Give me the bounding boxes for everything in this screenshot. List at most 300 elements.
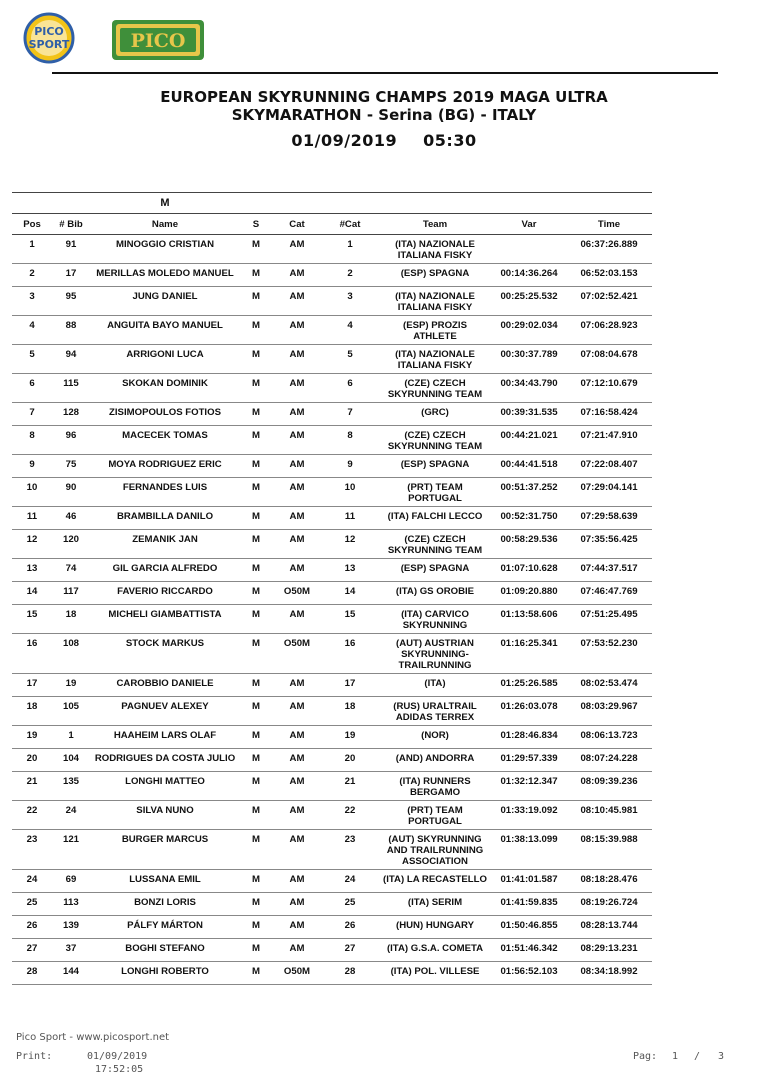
time-cell: 07:16:58.424 [566, 403, 652, 426]
sex-cell: M [240, 870, 272, 893]
team-line: (ITA) NAZIONALE [395, 349, 475, 360]
footer-print-label: Print: [16, 1051, 53, 1062]
bib-cell: 17 [52, 264, 90, 287]
table-row [12, 893, 652, 916]
team-line: (ITA) FALCHI LECCO [387, 511, 483, 522]
time-cell: 08:19:26.724 [566, 893, 652, 916]
sex-cell: M [240, 582, 272, 605]
var-cell: 01:41:01.587 [492, 870, 566, 893]
pico-logo [110, 16, 206, 64]
var-cell: 01:13:58.606 [492, 605, 566, 634]
name-cell: LONGHI MATTEO [90, 772, 240, 801]
team-line: (ITA) NAZIONALE [395, 291, 475, 302]
pos-cell: 25 [12, 893, 52, 916]
pos-cell: 20 [12, 749, 52, 772]
cat-rank-cell: 27 [322, 939, 378, 962]
cat-cell: O50M [272, 962, 322, 985]
cat-cell: AM [272, 403, 322, 426]
event-date: 01/09/2019 [291, 131, 398, 150]
cat-rank-cell: 14 [322, 582, 378, 605]
pos-cell: 18 [12, 697, 52, 726]
team-cell [378, 830, 492, 870]
team-line: (ITA) GS OROBIE [395, 586, 475, 597]
team-line: (AND) ANDORRA [395, 753, 475, 764]
pos-cell: 19 [12, 726, 52, 749]
name-cell: BOGHI STEFANO [90, 939, 240, 962]
cat-rank-cell: 19 [322, 726, 378, 749]
bib-cell: 128 [52, 403, 90, 426]
pos-cell: 28 [12, 962, 52, 985]
pos-cell: 17 [12, 674, 52, 697]
name-cell: MERILLAS MOLEDO MANUEL [90, 264, 240, 287]
cat-rank-cell: 2 [322, 264, 378, 287]
team-cell [378, 345, 492, 374]
team-cell [378, 962, 492, 985]
team-cell [378, 582, 492, 605]
time-cell: 08:07:24.228 [566, 749, 652, 772]
sex-cell: M [240, 772, 272, 801]
table-row [12, 559, 652, 582]
name-cell: GIL GARCIA ALFREDO [90, 559, 240, 582]
var-cell [492, 235, 566, 264]
table-row [12, 316, 652, 345]
time-cell: 07:35:56.425 [566, 530, 652, 559]
cat-rank-cell: 21 [322, 772, 378, 801]
time-cell: 08:18:28.476 [566, 870, 652, 893]
cat-cell: AM [272, 235, 322, 264]
time-cell: 07:22:08.407 [566, 455, 652, 478]
var-cell: 00:58:29.536 [492, 530, 566, 559]
pos-cell: 16 [12, 634, 52, 674]
team-cell [378, 870, 492, 893]
time-cell: 08:03:29.967 [566, 697, 652, 726]
col-cat: Cat [272, 214, 322, 235]
cat-rank-cell: 3 [322, 287, 378, 316]
results-table [12, 192, 652, 985]
team-cell [378, 801, 492, 830]
var-cell: 01:25:26.585 [492, 674, 566, 697]
cat-cell: AM [272, 374, 322, 403]
table-row [12, 749, 652, 772]
bib-cell: 37 [52, 939, 90, 962]
table-row [12, 582, 652, 605]
var-cell: 00:39:31.535 [492, 403, 566, 426]
team-cell [378, 455, 492, 478]
bib-cell: 108 [52, 634, 90, 674]
team-cell [378, 749, 492, 772]
table-row [12, 374, 652, 403]
cat-rank-cell: 25 [322, 893, 378, 916]
sex-cell: M [240, 801, 272, 830]
team-line: ITALIANA FISKY [397, 360, 473, 371]
var-cell: 00:29:02.034 [492, 316, 566, 345]
cat-cell: AM [272, 772, 322, 801]
team-line: ITALIANA FISKY [397, 250, 473, 261]
team-line: SKYRUNNING- [401, 649, 469, 660]
cat-rank-cell: 15 [322, 605, 378, 634]
team-cell [378, 235, 492, 264]
footer-page-label: Pag: [633, 1051, 658, 1062]
team-line: (ITA) [424, 678, 446, 689]
team-line: (ITA) LA RECASTELLO [383, 874, 487, 885]
pos-cell: 10 [12, 478, 52, 507]
table-row [12, 962, 652, 985]
team-line: (AUT) AUSTRIAN [396, 638, 474, 649]
bib-cell: 144 [52, 962, 90, 985]
team-cell [378, 634, 492, 674]
name-cell: SILVA NUNO [90, 801, 240, 830]
var-cell: 01:29:57.339 [492, 749, 566, 772]
cat-rank-cell: 1 [322, 235, 378, 264]
cat-rank-cell: 13 [322, 559, 378, 582]
team-line: (ESP) SPAGNA [400, 268, 470, 279]
cat-cell: AM [272, 726, 322, 749]
table-row [12, 345, 652, 374]
var-cell: 01:07:10.628 [492, 559, 566, 582]
cat-rank-cell: 16 [322, 634, 378, 674]
table-row [12, 287, 652, 316]
bib-cell: 69 [52, 870, 90, 893]
pos-cell: 5 [12, 345, 52, 374]
team-cell [378, 316, 492, 345]
var-cell: 01:56:52.103 [492, 962, 566, 985]
bib-cell: 18 [52, 605, 90, 634]
bib-cell: 88 [52, 316, 90, 345]
team-cell [378, 478, 492, 507]
cat-cell: AM [272, 559, 322, 582]
cat-rank-cell: 26 [322, 916, 378, 939]
footer-page-number: 1 [672, 1051, 679, 1062]
cat-rank-cell: 5 [322, 345, 378, 374]
pos-cell: 2 [12, 264, 52, 287]
cat-cell: AM [272, 605, 322, 634]
var-cell: 00:51:37.252 [492, 478, 566, 507]
name-cell: LUSSANA EMIL [90, 870, 240, 893]
team-line: PORTUGAL [408, 816, 462, 827]
footer-print-date: 01/09/2019 [87, 1051, 148, 1062]
sex-cell: M [240, 345, 272, 374]
bib-cell: 90 [52, 478, 90, 507]
var-cell: 01:16:25.341 [492, 634, 566, 674]
team-cell [378, 426, 492, 455]
pos-cell: 11 [12, 507, 52, 530]
pos-cell: 4 [12, 316, 52, 345]
time-cell: 07:29:58.639 [566, 507, 652, 530]
team-line: SKYRUNNING [402, 620, 468, 631]
team-line: (NOR) [421, 730, 449, 741]
table-row [12, 426, 652, 455]
time-cell: 06:52:03.153 [566, 264, 652, 287]
footer-page-separator: / [694, 1051, 701, 1062]
table-header [12, 214, 652, 235]
sex-cell: M [240, 726, 272, 749]
col-var: Var [492, 214, 566, 235]
sex-cell: M [240, 426, 272, 455]
bib-cell: 117 [52, 582, 90, 605]
sex-cell: M [240, 893, 272, 916]
team-line: SKYRUNNING TEAM [387, 389, 483, 400]
team-line: (GRC) [421, 407, 449, 418]
pos-cell: 6 [12, 374, 52, 403]
cat-cell: AM [272, 316, 322, 345]
team-line: ASSOCIATION [402, 856, 468, 867]
bib-cell: 1 [52, 726, 90, 749]
var-cell: 00:44:21.021 [492, 426, 566, 455]
team-line: (ITA) POL. VILLESE [390, 966, 480, 977]
pos-cell: 22 [12, 801, 52, 830]
team-line: (PRT) TEAM [407, 805, 463, 816]
table-row [12, 830, 652, 870]
team-line: (ESP) PROZIS [403, 320, 467, 331]
sex-cell: M [240, 455, 272, 478]
bib-cell: 24 [52, 801, 90, 830]
team-line: (CZE) CZECH [404, 430, 466, 441]
table-row [12, 455, 652, 478]
team-line: BERGAMO [409, 787, 461, 798]
var-cell: 00:14:36.264 [492, 264, 566, 287]
cat-cell: AM [272, 455, 322, 478]
event-datetime [0, 128, 768, 154]
pos-cell: 21 [12, 772, 52, 801]
table-row [12, 403, 652, 426]
sex-cell: M [240, 287, 272, 316]
var-cell: 00:34:43.790 [492, 374, 566, 403]
table-row [12, 634, 652, 674]
bib-cell: 139 [52, 916, 90, 939]
time-cell: 08:06:13.723 [566, 726, 652, 749]
cat-cell: AM [272, 287, 322, 316]
table-row [12, 530, 652, 559]
bib-cell: 46 [52, 507, 90, 530]
var-cell: 00:30:37.789 [492, 345, 566, 374]
table-row [12, 674, 652, 697]
picosport-logo-line2: SPORT [28, 38, 70, 51]
team-line: ATHLETE [413, 331, 457, 342]
sex-cell: M [240, 507, 272, 530]
sex-cell: M [240, 235, 272, 264]
name-cell: BRAMBILLA DANILO [90, 507, 240, 530]
category-label: M [90, 193, 240, 214]
cat-cell: AM [272, 674, 322, 697]
var-cell: 01:51:46.342 [492, 939, 566, 962]
cat-cell: AM [272, 801, 322, 830]
event-header [0, 88, 768, 154]
name-cell: LONGHI ROBERTO [90, 962, 240, 985]
var-cell: 01:32:12.347 [492, 772, 566, 801]
time-cell: 08:10:45.981 [566, 801, 652, 830]
name-cell: ANGUITA BAYO MANUEL [90, 316, 240, 345]
time-cell: 08:28:13.744 [566, 916, 652, 939]
cat-cell: AM [272, 697, 322, 726]
bib-cell: 91 [52, 235, 90, 264]
event-time: 05:30 [423, 131, 477, 150]
cat-rank-cell: 18 [322, 697, 378, 726]
cat-cell: AM [272, 345, 322, 374]
cat-cell: AM [272, 478, 322, 507]
table-row [12, 801, 652, 830]
cat-rank-cell: 22 [322, 801, 378, 830]
sex-cell: M [240, 916, 272, 939]
footer-print-time: 17:52:05 [95, 1064, 144, 1075]
table-row [12, 939, 652, 962]
team-cell [378, 403, 492, 426]
name-cell: ZISIMOPOULOS FOTIOS [90, 403, 240, 426]
pos-cell: 13 [12, 559, 52, 582]
sex-cell: M [240, 674, 272, 697]
bib-cell: 121 [52, 830, 90, 870]
table-row [12, 916, 652, 939]
category-row [12, 193, 652, 214]
sex-cell: M [240, 316, 272, 345]
time-cell: 06:37:26.889 [566, 235, 652, 264]
team-cell [378, 374, 492, 403]
name-cell: FERNANDES LUIS [90, 478, 240, 507]
team-cell [378, 726, 492, 749]
time-cell: 07:06:28.923 [566, 316, 652, 345]
cat-rank-cell: 12 [322, 530, 378, 559]
team-line: (ESP) SPAGNA [400, 459, 470, 470]
sex-cell: M [240, 403, 272, 426]
name-cell: ARRIGONI LUCA [90, 345, 240, 374]
time-cell: 08:29:13.231 [566, 939, 652, 962]
team-line: (PRT) TEAM [407, 482, 463, 493]
sex-cell: M [240, 749, 272, 772]
team-cell [378, 916, 492, 939]
table-row [12, 264, 652, 287]
table-row [12, 507, 652, 530]
cat-cell: AM [272, 830, 322, 870]
pos-cell: 23 [12, 830, 52, 870]
time-cell: 08:15:39.988 [566, 830, 652, 870]
bib-cell: 135 [52, 772, 90, 801]
table-row [12, 772, 652, 801]
bib-cell: 95 [52, 287, 90, 316]
team-cell [378, 674, 492, 697]
cat-cell: AM [272, 870, 322, 893]
cat-cell: O50M [272, 634, 322, 674]
col-sex: S [240, 214, 272, 235]
name-cell: JUNG DANIEL [90, 287, 240, 316]
var-cell: 01:38:13.099 [492, 830, 566, 870]
team-line: SKYRUNNING TEAM [387, 545, 483, 556]
table-row [12, 235, 652, 264]
sex-cell: M [240, 939, 272, 962]
time-cell: 08:09:39.236 [566, 772, 652, 801]
picosport-logo-line1: PICO [34, 25, 64, 38]
pos-cell: 27 [12, 939, 52, 962]
cat-rank-cell: 11 [322, 507, 378, 530]
team-line: (RUS) URALTRAIL [393, 701, 477, 712]
name-cell: MICHELI GIAMBATTISTA [90, 605, 240, 634]
event-title: EUROPEAN SKYRUNNING CHAMPS 2019 MAGA ULTRA [160, 88, 608, 106]
cat-rank-cell: 10 [322, 478, 378, 507]
pos-cell: 8 [12, 426, 52, 455]
cat-rank-cell: 8 [322, 426, 378, 455]
name-cell: BONZI LORIS [90, 893, 240, 916]
sex-cell: M [240, 530, 272, 559]
time-cell: 07:46:47.769 [566, 582, 652, 605]
pos-cell: 12 [12, 530, 52, 559]
bib-cell: 74 [52, 559, 90, 582]
name-cell: ZEMANIK JAN [90, 530, 240, 559]
bib-cell: 75 [52, 455, 90, 478]
team-cell [378, 264, 492, 287]
team-cell [378, 893, 492, 916]
cat-rank-cell: 9 [322, 455, 378, 478]
bib-cell: 105 [52, 697, 90, 726]
team-line: ADIDAS TERREX [395, 712, 475, 723]
var-cell: 01:33:19.092 [492, 801, 566, 830]
var-cell: 00:52:31.750 [492, 507, 566, 530]
bib-cell: 19 [52, 674, 90, 697]
name-cell: PAGNUEV ALEXEY [90, 697, 240, 726]
time-cell: 08:02:53.474 [566, 674, 652, 697]
pos-cell: 14 [12, 582, 52, 605]
col-team: Team [378, 214, 492, 235]
pos-cell: 3 [12, 287, 52, 316]
pico-logo-text: PICO [130, 30, 186, 52]
pos-cell: 7 [12, 403, 52, 426]
name-cell: CAROBBIO DANIELE [90, 674, 240, 697]
col-pos: Pos [12, 214, 52, 235]
cat-cell: AM [272, 749, 322, 772]
team-cell [378, 697, 492, 726]
event-subtitle: SKYMARATHON - Serina (BG) - ITALY [231, 106, 537, 124]
team-line: (CZE) CZECH [404, 378, 466, 389]
table-row [12, 605, 652, 634]
bib-cell: 120 [52, 530, 90, 559]
name-cell: SKOKAN DOMINIK [90, 374, 240, 403]
time-cell: 07:02:52.421 [566, 287, 652, 316]
team-cell [378, 605, 492, 634]
team-line: (ITA) RUNNERS [399, 776, 471, 787]
results-body [12, 235, 652, 985]
bib-cell: 115 [52, 374, 90, 403]
var-cell: 01:09:20.880 [492, 582, 566, 605]
name-cell: HAAHEIM LARS OLAF [90, 726, 240, 749]
team-line: (ITA) G.S.A. COMETA [386, 943, 484, 954]
bib-cell: 104 [52, 749, 90, 772]
cat-rank-cell: 4 [322, 316, 378, 345]
table-row [12, 870, 652, 893]
sex-cell: M [240, 478, 272, 507]
sex-cell: M [240, 634, 272, 674]
team-line: SKYRUNNING TEAM [387, 441, 483, 452]
table-row [12, 726, 652, 749]
sex-cell: M [240, 605, 272, 634]
team-line: ITALIANA FISKY [397, 302, 473, 313]
team-line: PORTUGAL [408, 493, 462, 504]
time-cell: 08:34:18.992 [566, 962, 652, 985]
footer-page-total: 3 [718, 1051, 725, 1062]
team-cell [378, 507, 492, 530]
sex-cell: M [240, 962, 272, 985]
pos-cell: 9 [12, 455, 52, 478]
table-row [12, 478, 652, 507]
time-cell: 07:53:52.230 [566, 634, 652, 674]
sex-cell: M [240, 374, 272, 403]
name-cell: MACECEK TOMAS [90, 426, 240, 455]
team-cell [378, 772, 492, 801]
time-cell: 07:08:04.678 [566, 345, 652, 374]
header-divider [52, 72, 718, 74]
bib-cell: 94 [52, 345, 90, 374]
cat-cell: AM [272, 426, 322, 455]
time-cell: 07:29:04.141 [566, 478, 652, 507]
cat-rank-cell: 7 [322, 403, 378, 426]
team-line: TRAILRUNNING [398, 660, 472, 671]
pos-cell: 15 [12, 605, 52, 634]
